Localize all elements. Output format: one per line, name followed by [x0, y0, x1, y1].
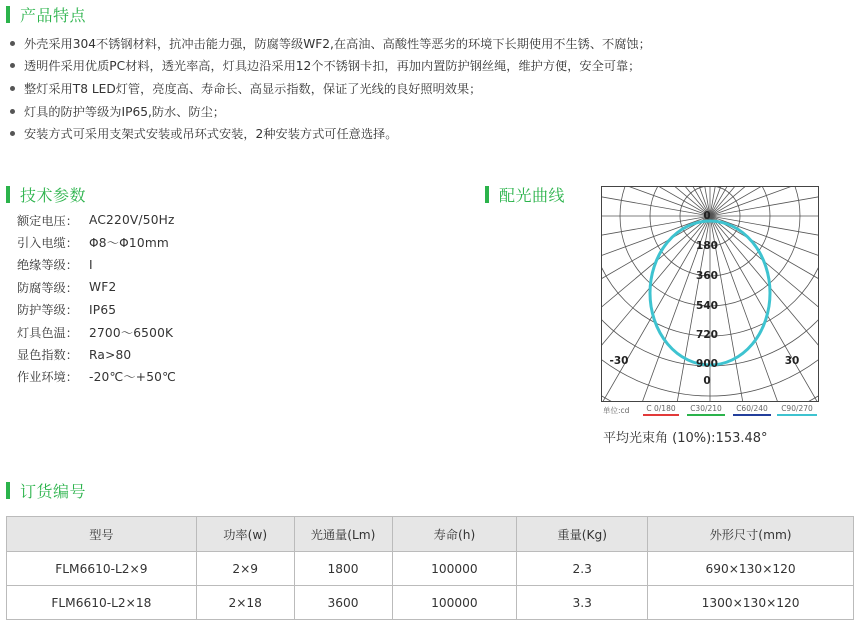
- angle-label: 30: [784, 355, 800, 367]
- column-header: 光通量(Lm): [294, 517, 392, 552]
- spec-value: -20℃～+50℃: [89, 370, 176, 385]
- order-table: [6, 516, 854, 620]
- spec-row: [17, 343, 317, 365]
- spec-row: [17, 299, 317, 321]
- radial-label: 720: [696, 329, 718, 341]
- unit-label: 单位:cd: [603, 406, 630, 415]
- specs-heading: [6, 182, 86, 206]
- legend-swatch: [687, 414, 725, 416]
- radial-label: 540: [696, 300, 718, 312]
- spec-row: [17, 321, 317, 343]
- spec-label: 引入电缆：: [17, 236, 78, 251]
- feature-item: [8, 122, 858, 145]
- feature-item: [8, 100, 858, 123]
- bullet-icon: [10, 131, 15, 136]
- legend-swatch: [777, 414, 817, 416]
- order-heading: [6, 478, 86, 502]
- feature-item: [8, 77, 858, 100]
- table-cell: FLM6610-L2×9: [7, 552, 197, 586]
- feature-item: [8, 32, 858, 55]
- table-cell: 2×18: [196, 586, 294, 620]
- legend-item: [687, 404, 725, 416]
- table-cell: 3.3: [517, 586, 648, 620]
- chart-legend: [601, 403, 821, 419]
- feature-text: 外壳采用304不锈钢材料，抗冲击能力强，防腐等级WF2,在高油、高酸性等恶劣的环境下长期使用不生锈、不腐蚀；: [24, 36, 651, 51]
- radial-label: 900: [696, 358, 718, 370]
- spec-label: 绝缘等级：: [17, 258, 78, 273]
- order-title: 订货编号: [20, 481, 87, 501]
- section-marker: [485, 186, 489, 203]
- feature-text: 透明件采用优质PC材料，透光率高，灯具边沿采用12个不锈钢卡扣，再加内置防护钢丝绳，维护方便，安全可靠；: [24, 59, 641, 74]
- column-header: 功率(w): [196, 517, 294, 552]
- legend-label: C60/240: [736, 404, 768, 413]
- light-curve-title: 配光曲线: [499, 185, 566, 205]
- light-curve-heading: [485, 182, 565, 206]
- section-marker: [6, 186, 10, 203]
- column-header: 重量(Kg): [517, 517, 648, 552]
- spec-value: Φ8～Φ10mm: [89, 236, 169, 251]
- table-cell: 690×130×120: [648, 552, 854, 586]
- legend-swatch: [733, 414, 771, 416]
- radial-label: 0: [703, 210, 711, 222]
- spec-label: 显色指数：: [17, 348, 78, 363]
- table-row: [7, 586, 854, 620]
- table-row: [7, 552, 854, 586]
- spec-label: 灯具色温：: [17, 325, 78, 340]
- bullet-icon: [10, 86, 15, 91]
- legend-swatch: [643, 414, 679, 416]
- spec-value: Ra>80: [89, 347, 132, 362]
- feature-text: 灯具的防护等级为IP65,防水、防尘；: [24, 104, 225, 119]
- spec-value: WF2: [89, 280, 117, 295]
- legend-label: C90/270: [781, 404, 813, 413]
- spec-row: [17, 209, 317, 231]
- table-cell: 2.3: [517, 552, 648, 586]
- spec-label: 防护等级：: [17, 303, 78, 318]
- table-cell: 3600: [294, 586, 392, 620]
- spec-label: 作业环境：: [17, 370, 78, 385]
- table-cell: 1300×130×120: [648, 586, 854, 620]
- feature-text: 整灯采用T8 LED灯管，亮度高、寿命长、高显示指数，保证了光线的良好照明效果；: [24, 81, 482, 96]
- column-header: 寿命(h): [392, 517, 517, 552]
- spec-row: [17, 276, 317, 298]
- table-cell: 100000: [392, 552, 517, 586]
- beam-angle: 平均光束角 (10%):153.48°: [603, 431, 768, 446]
- radial-label: 180: [696, 240, 718, 252]
- column-header: 外形尺寸(mm): [648, 517, 854, 552]
- specs-list: [17, 209, 317, 388]
- bullet-icon: [10, 109, 15, 114]
- feature-text: 安装方式可采用支架式安装或吊环式安装，2种安装方式可任意选择。: [24, 127, 398, 142]
- feature-item: [8, 55, 858, 78]
- table-cell: 2×9: [196, 552, 294, 586]
- polar-light-distribution-chart: [601, 186, 819, 402]
- legend-item: [733, 404, 771, 416]
- spec-value: IP65: [89, 302, 117, 317]
- spec-row: [17, 254, 317, 276]
- spec-value: 2700～6500K: [89, 325, 174, 340]
- features-title: 产品特点: [20, 5, 87, 25]
- table-cell: 1800: [294, 552, 392, 586]
- spec-row: [17, 231, 317, 253]
- legend-item: [777, 404, 817, 416]
- legend-label: C 0/180: [646, 404, 676, 413]
- table-cell: FLM6610-L2×18: [7, 586, 197, 620]
- radial-label: 0: [703, 375, 711, 387]
- specs-title: 技术参数: [20, 185, 87, 205]
- spec-value: AC220V/50Hz: [89, 213, 175, 228]
- spec-label: 额定电压：: [17, 213, 78, 228]
- section-marker: [6, 6, 10, 23]
- legend-label: C30/210: [690, 404, 722, 413]
- radial-label: 360: [696, 270, 718, 282]
- table-header-row: [7, 517, 854, 552]
- table-cell: 100000: [392, 586, 517, 620]
- features-heading: [6, 2, 86, 26]
- bullet-icon: [10, 63, 15, 68]
- section-marker: [6, 482, 10, 499]
- spec-row: [17, 366, 317, 388]
- column-header: 型号: [7, 517, 197, 552]
- angle-label: -30: [609, 355, 629, 367]
- features-list: [8, 32, 858, 145]
- spec-value: I: [89, 257, 93, 272]
- spec-label: 防腐等级：: [17, 280, 78, 295]
- legend-item: [643, 404, 679, 416]
- bullet-icon: [10, 41, 15, 46]
